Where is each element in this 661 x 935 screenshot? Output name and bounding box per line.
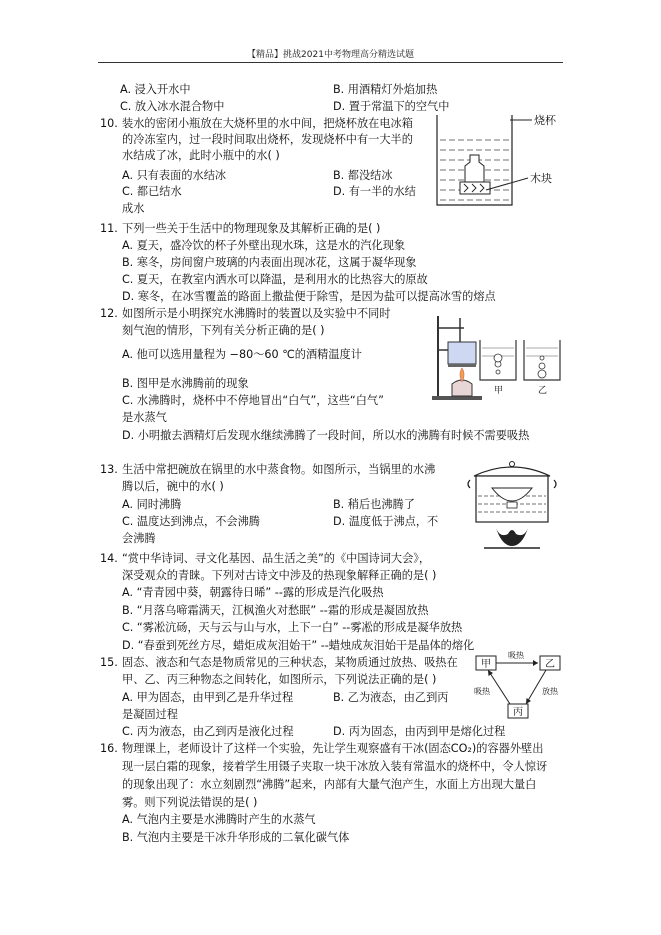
q10-option-d-cont: 成水 bbox=[122, 202, 145, 215]
q12-boiling-apparatus-figure bbox=[430, 310, 570, 405]
q9-option-d: D. 置于常温下的空气中 bbox=[333, 100, 450, 113]
q11-option-b: B. 寒冬，房间窗户玻璃的内表面出现冰花，这属于凝华现象 bbox=[122, 256, 417, 269]
q11-option-c: C. 夏天，在教室内洒水可以降温，是利用水的比热容大的原故 bbox=[122, 273, 428, 286]
q16-stem-line1: 物理课上，老师设计了这样一个实验，先让学生观察盛有干冰(固态CO₂)的容器外壁出 bbox=[122, 742, 544, 755]
pot-lid bbox=[474, 467, 550, 476]
q12-number: 12. bbox=[100, 307, 118, 320]
q13-stem-line1: 生活中常把碗放在锅里的水中蒸食物。如图所示，当锅里的水沸 bbox=[122, 463, 436, 476]
q12-option-d: D. 小明撤去酒精灯后发现水继续沸腾了一段时间，所以水的沸腾有时候不需要吸热 bbox=[122, 429, 530, 442]
q14-stem-line1: “赏中华诗词、寻文化基因、品生活之美”的《中国诗词大会》， bbox=[122, 552, 431, 565]
q10-option-a: A. 只有表面的水结冰 bbox=[122, 169, 227, 182]
q10-beaker-figure bbox=[432, 110, 567, 215]
q14-option-c: C. “雾凇沆砀，天与云与山与水，上下一白” --雾凇的形成是凝华放热 bbox=[122, 621, 463, 634]
q14-option-b: B. “月落乌啼霜满天，江枫渔火对愁眠” --霜的形成是凝固放热 bbox=[122, 604, 429, 617]
q12-option-c: C. 水沸腾时，烧杯中不停地冒出“白气”，这些“白气” bbox=[122, 394, 384, 407]
q16-option-b: B. 气泡内主要是干冰升华形成的二氧化碳气体 bbox=[122, 831, 350, 844]
label-beaker: 烧杯 bbox=[534, 114, 556, 127]
q10-option-c: C. 都已结水 bbox=[122, 185, 182, 198]
q12-stem-line1: 如图所示是小明探究水沸腾时的装置以及实验中不同时 bbox=[122, 307, 391, 320]
q15-state-change-diagram bbox=[474, 648, 564, 723]
apparatus-beaker bbox=[448, 342, 476, 364]
q16-stem-line2: 现一层白霜的现象，接着学生用镊子夹取一块干冰放入装有常温水的烧杯中，令人惊讶 bbox=[122, 760, 548, 773]
q10-option-b: B. 都没结冰 bbox=[333, 169, 393, 182]
small-bottle bbox=[465, 155, 484, 182]
q12-stem-line2: 刻气泡的情形，下列有关分析正确的是( ) bbox=[122, 324, 325, 337]
q15-option-c: C. 丙为液态，由乙到丙是液化过程 bbox=[122, 725, 294, 738]
q13-number: 13. bbox=[100, 463, 118, 476]
state-bing-label: 丙 bbox=[513, 707, 523, 718]
q15-stem-line2: 甲、乙、丙三种物态之间转化，如图所示，下列说法正确的是( ) bbox=[122, 673, 437, 686]
q15-option-b-cont: 是凝固过程 bbox=[122, 708, 178, 721]
q10-stem-line3: 水结成了冰，此时小瓶中的水( ) bbox=[122, 149, 280, 162]
q12-option-b: B. 图甲是水沸腾前的现象 bbox=[122, 377, 249, 390]
q14-option-d: D. “春蚕到死丝方尽，蜡炬成灰泪始干” --蜡烛成灰泪始干是晶体的熔化 bbox=[122, 639, 475, 652]
q10-number: 10. bbox=[100, 117, 118, 130]
arrow-label-absorb-top: 吸热 bbox=[508, 651, 524, 660]
q12-option-a: A. 他可以选用量程为 −80～60 ℃的酒精温度计 bbox=[122, 348, 362, 361]
state-jia-label: 甲 bbox=[481, 659, 491, 670]
q15-stem-line1: 固态、液态和气态是物质常见的三种状态，某物质通过放热、吸热在 bbox=[122, 656, 458, 669]
q13-option-d: D. 温度低于沸点，不 bbox=[333, 515, 439, 528]
q16-stem-line4: 雾。则下列说法错误的是( ) bbox=[122, 796, 258, 809]
alcohol-lamp bbox=[452, 380, 472, 396]
wood-block bbox=[460, 182, 490, 194]
q10-option-d: D. 有一半的水结 bbox=[333, 185, 416, 198]
q9-option-c: C. 放入冰水混合物中 bbox=[120, 100, 225, 113]
q16-stem-line3: 的现象出现了：水立刻剧烈“沸腾”起来，内部有大量气泡产生，水面上方出现大量白 bbox=[122, 778, 537, 791]
q16-option-a: A. 气泡内主要是水沸腾时产生的水蒸气 bbox=[122, 813, 316, 826]
flame bbox=[496, 528, 528, 546]
q12-option-c-cont: 是水蒸气 bbox=[122, 411, 167, 424]
arrow-label-release: 放热 bbox=[542, 687, 558, 696]
label-jia: 甲 bbox=[494, 386, 504, 396]
q11-option-d: D. 寒冬，在冰雪覆盖的路面上撒盐便于除雪，是因为盐可以提高冰雪的熔点 bbox=[122, 290, 496, 303]
header-divider bbox=[98, 62, 563, 63]
page-header: 【精品】挑战2021中考物理高分精选试题 bbox=[247, 50, 414, 60]
label-yi: 乙 bbox=[538, 386, 548, 396]
q10-stem-line2: 的冷冻室内，过一段时间取出烧杯，发现烧杯中有一大半的 bbox=[122, 133, 413, 146]
q13-steamer-pot-figure bbox=[462, 456, 562, 551]
q16-number: 16. bbox=[100, 742, 118, 755]
q11-option-a: A. 夏天，盛冷饮的杯子外壁出现水珠，这是水的汽化现象 bbox=[122, 239, 406, 252]
q15-option-d: D. 丙为固态，由丙到甲是熔化过程 bbox=[333, 725, 506, 738]
q13-option-d-cont: 会沸腾 bbox=[122, 532, 156, 545]
arrow-label-absorb-left: 吸热 bbox=[474, 687, 490, 696]
q15-option-a: A. 甲为固态，由甲到乙是升华过程 bbox=[122, 691, 294, 704]
q13-option-b: B. 稍后也沸腾了 bbox=[333, 498, 415, 511]
q13-stem-line2: 腾以后，碗中的水( ) bbox=[122, 480, 224, 493]
q13-option-c: C. 温度达到沸点，不会沸腾 bbox=[122, 515, 260, 528]
q11-stem: 下列一些关于生活中的物理现象及其解析正确的是( ) bbox=[122, 222, 381, 235]
label-wood-block: 木块 bbox=[530, 172, 552, 185]
q9-option-b: B. 用酒精灯外焰加热 bbox=[333, 83, 438, 96]
q10-stem-line1: 装水的密闭小瓶放在大烧杯里的水中间，把烧杯放在电冰箱 bbox=[122, 117, 413, 130]
q14-option-a: A. “青青园中葵，朝露待日晞” --露的形成是汽化吸热 bbox=[122, 586, 384, 599]
q13-option-a: A. 同时沸腾 bbox=[122, 498, 182, 511]
q15-option-b: B. 乙为液态，由乙到丙 bbox=[333, 691, 449, 704]
state-yi-label: 乙 bbox=[545, 659, 555, 670]
q14-number: 14. bbox=[100, 552, 118, 565]
q9-option-a: A. 浸入开水中 bbox=[120, 83, 191, 96]
q11-number: 11. bbox=[100, 222, 118, 235]
q14-stem-line2: 深受观众的青睐。下列对古诗文中涉及的热现象解释正确的是( ) bbox=[122, 569, 437, 582]
q15-number: 15. bbox=[100, 656, 118, 669]
